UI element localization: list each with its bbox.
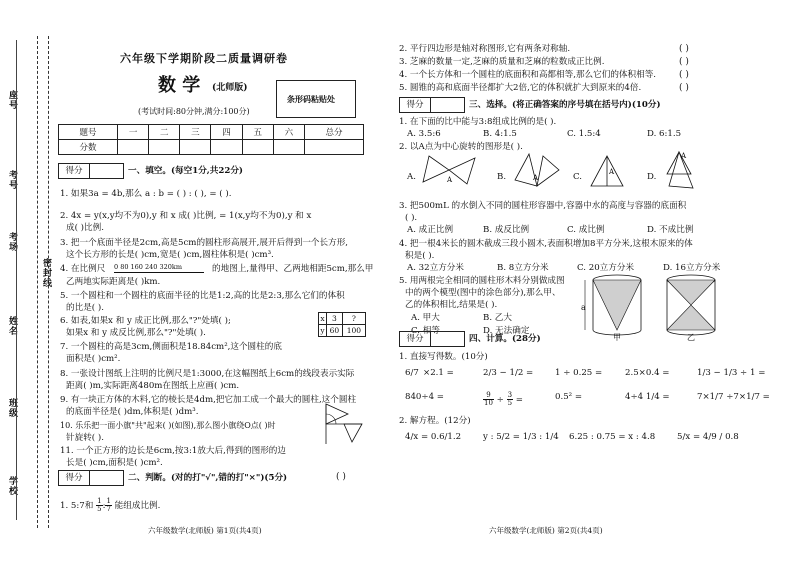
choice-5-opt-b: B. 乙大 <box>483 313 512 323</box>
choice-4-cont: 积是( ). <box>405 251 435 261</box>
fraction: $\frac{1}{5}$ <box>97 497 102 513</box>
score-cell: 题号 <box>59 125 118 140</box>
fraction: $\frac{9}{10}$ <box>484 391 493 407</box>
choice-5-opt-c: C. 相等 <box>411 326 440 336</box>
score-cell: 五 <box>242 125 273 140</box>
subject-title: 数 学 <box>158 75 201 96</box>
choice-4-opt-a: A. 32立方分米 <box>407 263 464 273</box>
judge-paren-3[interactable]: ( ) <box>679 57 689 67</box>
score-cell: 三 <box>180 125 211 140</box>
score-cell: 分数 <box>59 140 118 155</box>
grade-label: 得分 <box>59 164 90 178</box>
choice-3-opt-a: A. 成正比例 <box>407 225 454 235</box>
judge-1-text-b: 能组成比例. <box>114 501 161 511</box>
svg-text:A: A <box>681 152 687 160</box>
section-4-heading: 四、计算。(28分) <box>469 334 541 344</box>
judge-1: 1. 5:7和 $\frac{1}{5}$ : $\frac{1}{7}$ 能组成比例. <box>60 497 161 513</box>
page-right <box>397 0 794 561</box>
score-table-row <box>59 140 364 155</box>
barcode-label: 条形码粘贴处 <box>287 94 335 104</box>
choice-2: 2. 以A点为中心旋转的图形是( ). <box>399 142 523 152</box>
question-9: 9. 有一块正方体的木料,它的棱长是4dm,把它加工成一个最大的圆柱,这个圆柱 <box>60 395 357 405</box>
svg-text:A: A <box>533 174 539 182</box>
equation-3: 6.25 : 0.75 = x : 4.8 <box>569 432 656 442</box>
question-3: 3. 把一个底面半径是2cm,高是5cm的圆柱形高展开,展开后得到一个长方形, <box>60 238 349 248</box>
choice-1-opt-a: A. 3.5:6 <box>407 129 441 139</box>
question-1 <box>60 189 231 199</box>
calc-r1-c3: 1 ÷ 0.25 = <box>555 368 603 378</box>
choice-2-opt-d: D. <box>647 172 657 182</box>
choice-3-opt-b: B. 成反比例 <box>483 225 530 235</box>
svg-text:A: A <box>447 176 453 184</box>
judge-3: 3. 芝麻的数量一定,芝麻的质量和芝麻的粒数成正比例. <box>399 57 605 67</box>
score-input-cell[interactable] <box>304 140 363 155</box>
grade-box-2 <box>58 470 124 486</box>
choice-3-cont: ( ). <box>405 213 418 223</box>
equation-1: 4/x = 0.6/1.2 <box>405 432 462 442</box>
q6-cell: x <box>320 314 325 323</box>
choice-2-opt-a: A. <box>407 172 416 182</box>
calc-r2-c3: 0.5² = <box>555 392 583 402</box>
score-cell: 总分 <box>304 125 363 140</box>
calc-title: 1. 直接写得数。(10分) <box>399 352 488 362</box>
equation-4: 5/x = 4/9 / 0.8 <box>677 432 739 442</box>
choice-1: 1. 在下面的比中能与3:8组成比例的是( ). <box>399 117 557 127</box>
choice-1-opt-d: D. 6:1.5 <box>647 129 682 139</box>
rotation-figure-b <box>509 150 565 190</box>
grade-label: 得分 <box>400 98 431 112</box>
score-input-cell[interactable] <box>118 140 149 155</box>
score-input-cell[interactable] <box>242 140 273 155</box>
calc-r2-c5: 7×1/7 ÷7×1/7 = <box>697 392 770 402</box>
question-2-cont: 成( )比例. <box>66 223 104 233</box>
grade-box-4 <box>399 331 465 347</box>
choice-2-opt-b: B. <box>497 172 507 182</box>
judge-1-text: 1. 5:7和 <box>60 501 94 511</box>
choice-1-opt-b: B. 4:1.5 <box>483 129 517 139</box>
question-4: 4. 在比例尺 <box>60 264 106 274</box>
rotation-figure-d <box>659 148 699 192</box>
choice-5: 5. 用两根完全相同的圆柱形木料分别做成图 <box>399 276 565 286</box>
svg-text:A: A <box>609 168 615 176</box>
calc-eq: = <box>515 395 523 405</box>
q6-row-x <box>319 313 366 325</box>
flag-rotation-figure <box>322 400 366 448</box>
rotation-figure-a <box>419 152 479 188</box>
choice-4-opt-b: B. 8立方分米 <box>497 263 549 273</box>
grade-label: 得分 <box>400 332 431 346</box>
question-11: 11. 一个正方形的边长是6cm,按3:1放大后,得到的图形的边 <box>60 446 286 456</box>
choice-4: 4. 把一根4米长的圆木截成三段小圆木,表面积增加8平方分米,这根木原来的体 <box>399 239 693 249</box>
fraction: $\frac{3}{5}$ <box>507 391 513 407</box>
grade-label: 得分 <box>59 471 90 485</box>
question-6-cont: 如果x 和 y 成反比例,那么"?"处填( ). <box>66 328 206 338</box>
q2-text-b: = 1(x,y均不为0),y 和 x <box>219 211 312 221</box>
exam-room-label: 考场 <box>7 232 17 252</box>
grade-box-3 <box>399 97 465 113</box>
section-2-heading: 二、判断。(对的打"√",错的打"×")(5分) <box>128 473 288 483</box>
choice-4-opt-d: D. 16立方分米 <box>663 263 721 273</box>
q6-cell: 100 <box>342 325 365 337</box>
equation-title: 2. 解方程。(12分) <box>399 416 471 426</box>
calc-r2-c4: 4÷4 1/4 = <box>625 392 670 402</box>
score-cell: 一 <box>118 125 149 140</box>
judge-2: 2. 平行四边形是轴对称图形,它有两条对称轴. <box>399 44 571 54</box>
seal-dashed-line <box>37 36 38 528</box>
calc-r2-c2: $\frac{9}{10}$ ÷ $\frac{3}{5}$ = <box>484 391 523 407</box>
q6-xy-table <box>318 312 366 337</box>
score-cell: 四 <box>211 125 242 140</box>
q6-cell: ? <box>342 313 365 325</box>
fraction: $\frac{1}{7}$ <box>106 497 111 513</box>
choice-3-opt-c: C. 成比例 <box>567 225 605 235</box>
question-10-cont: 针旋转( ). <box>66 433 104 443</box>
q6-cell: 3 <box>326 313 342 325</box>
question-9-cont: 的底面半径是( )dm,体积是( )dm³. <box>66 407 199 417</box>
choice-3: 3. 把500mL 的水倒入不同的圆柱形容器中,容器中水的高度与容器的底面积 <box>399 201 687 211</box>
judge-4: 4. 一个长方体和一个圆柱的底面积和高都相等,那么它们的体积相等. <box>399 70 657 80</box>
cylinder-label-jia: 甲 <box>613 333 621 342</box>
name-label: 姓名 <box>7 316 17 336</box>
cylinder-figures <box>581 272 731 344</box>
question-11-cont: 长是( )cm,面积是( )cm². <box>66 458 163 468</box>
choice-5-cont2: 乙的体积相比,结果是( ). <box>405 300 498 310</box>
question-5: 5. 一个圆柱和一个圆柱的底面半径的比是1:2,高的比是2:3,那么它们的体积 <box>60 291 345 301</box>
question-7: 7. 一个圆柱的高是3cm,侧面积是18.84cm²,这个圆柱的底 <box>60 342 282 352</box>
choice-1-opt-c: C. 1.5:4 <box>567 129 601 139</box>
judge-5: 5. 圆锥的高和底面半径都扩大2倍,它的体积就扩大到原来的4倍. <box>399 83 642 93</box>
judge-paren-0[interactable]: ( ) <box>336 472 346 482</box>
score-input-cell[interactable] <box>273 140 304 155</box>
school-label: 学校 <box>7 476 17 496</box>
q2-text: 2. 4x = y(x,y均不为0),y 和 x 成( )比例, <box>60 211 217 221</box>
question-10-text: 10. 乐乐把一面小旗"共"起来( )(如图),那么图小旗绕O点( )时 <box>60 421 276 430</box>
seal-line-label: 密封线 <box>41 258 51 288</box>
q6-cell: 60 <box>326 325 342 337</box>
question-6: 6. 如表,如果x 和 y 成正比例,那么"?"处填( ); <box>60 316 231 326</box>
q6-row-y <box>319 325 366 337</box>
exam-info: (考试时间:80分钟,满分:100分) <box>138 107 250 116</box>
question-8-cont: 距离( )m,实际距离480m在图纸上应画( )cm. <box>66 381 240 391</box>
right-footer: 六年级数学(北师版) 第2页(共4页) <box>489 526 603 535</box>
edition-label: (北师版) <box>212 83 248 93</box>
question-3-cont: 这个长方形的长是( )cm,宽是( )cm,圆柱体积是( )cm³. <box>66 250 274 260</box>
equation-2: y : 5/2 = 1/3 : 1/4 <box>483 432 559 442</box>
calc-lead: 6/7 <box>405 368 419 378</box>
choice-5-cont: 中的两个模型(图中的涂色部分),那么甲、 <box>405 288 561 298</box>
scale-bar-labels: 0 80 160 240 320km <box>114 263 182 271</box>
score-input-cell[interactable] <box>180 140 211 155</box>
choice-5-opt-a: A. 甲大 <box>411 313 440 323</box>
rotation-figure-c <box>585 150 629 190</box>
section-1-heading: 一、填空。(每空1分,共22分) <box>128 166 244 176</box>
question-4-cont: 乙两地实际距离是( )km. <box>66 277 161 287</box>
scale-bar <box>114 272 204 273</box>
seat-label: 座号 <box>7 90 17 110</box>
question-2 <box>60 211 311 221</box>
exam-no-label: 考号 <box>7 170 17 190</box>
class-label: 班级 <box>7 398 17 418</box>
choice-4-opt-c: C. 20立方分米 <box>577 263 635 273</box>
calc-r1-c5: 1/3 − 1/3 ÷ 1 = <box>697 368 766 378</box>
barcode-box <box>276 80 356 118</box>
judge-paren-5[interactable]: ( ) <box>679 83 689 93</box>
choice-2-opt-c: C. <box>573 172 583 182</box>
q6-cell: y <box>320 326 325 335</box>
exam-title: 六年级下学期阶段二质量调研卷 <box>120 52 288 65</box>
calc-r2-c1: 840÷4 = <box>405 392 445 402</box>
score-table-header <box>59 125 364 140</box>
question-8: 8. 一张设计图纸上注明的比例尺是1:3000,在这幅图纸上6cm的线段表示实际 <box>60 369 355 379</box>
cylinder-label-yi: 乙 <box>687 333 695 342</box>
section-3-heading: 三、选择。(将正确答案的序号填在括号内)(10分) <box>469 100 661 110</box>
judge-paren-2[interactable]: ( ) <box>679 44 689 54</box>
score-table <box>58 124 364 155</box>
question-4-b: 的地图上,量得甲、乙两地相距5cm,那么甲 <box>212 264 374 274</box>
choice-5-opt-d: D. 无法确定 <box>483 326 530 336</box>
question-7-cont: 面积是( )cm². <box>66 354 121 364</box>
question-5-cont: 的比是( ). <box>66 303 104 313</box>
cylinder-height-label: a <box>581 303 586 312</box>
score-input-cell[interactable] <box>149 140 180 155</box>
left-footer: 六年级数学(北师版) 第1页(共4页) <box>148 526 262 535</box>
calc-r1-c1: ×2.1 = <box>423 368 454 378</box>
score-cell: 二 <box>149 125 180 140</box>
choice-3-opt-d: D. 不成比例 <box>647 225 694 235</box>
score-cell: 六 <box>273 125 304 140</box>
calc-r1-c2: 2/3 − 1/2 = <box>483 368 534 378</box>
fill-line <box>16 40 18 520</box>
score-input-cell[interactable] <box>211 140 242 155</box>
calc-r1-c4: 2.5×0.4 = <box>625 368 670 378</box>
q1-text: 1. 如果3a = 4b,那么 a : b = ( ) : ( ), = ( ). <box>60 189 232 199</box>
judge-paren-4[interactable]: ( ) <box>679 70 689 80</box>
grade-box-1 <box>58 163 124 179</box>
